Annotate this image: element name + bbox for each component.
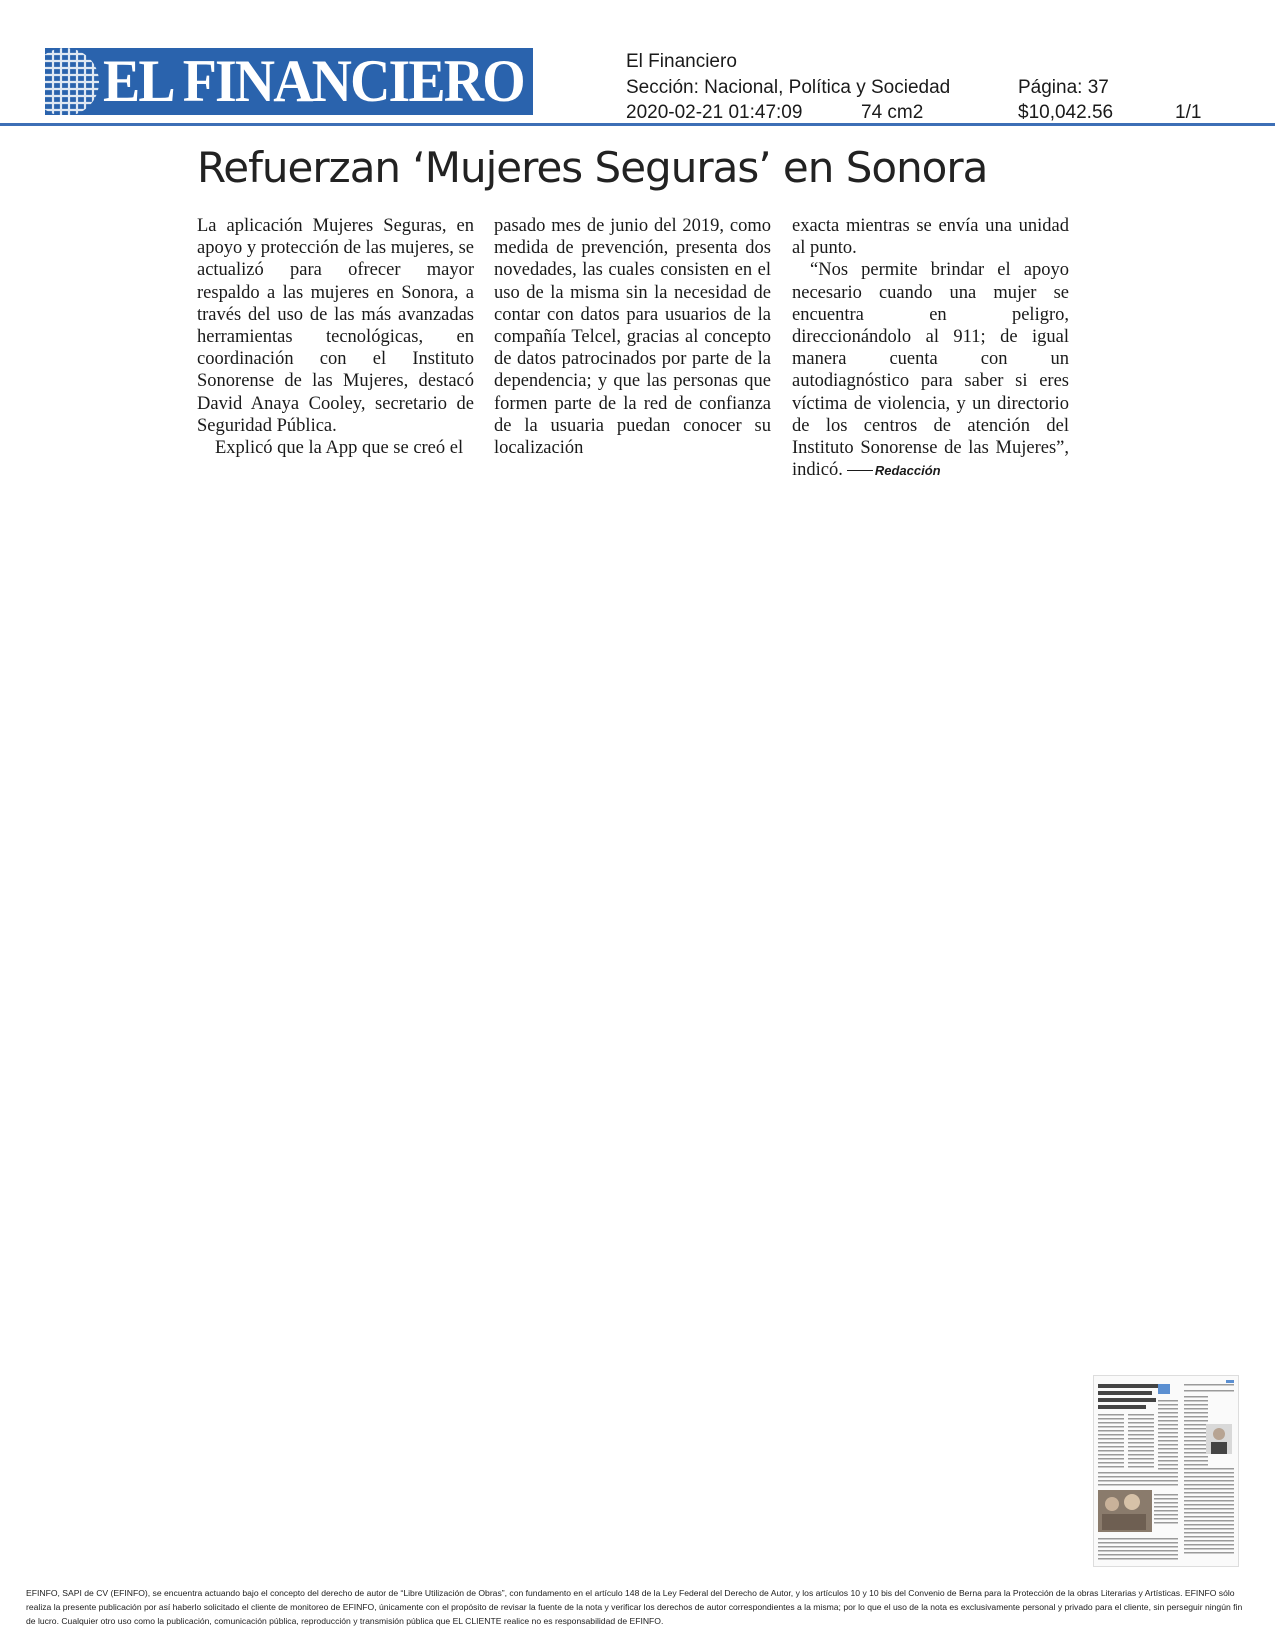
article-column-2 bbox=[494, 215, 771, 459]
page-count: 1/1 bbox=[1175, 102, 1202, 123]
publication-datetime: 2020-02-21 01:47:09 bbox=[626, 102, 803, 123]
publication-logo bbox=[45, 48, 533, 115]
article-paragraph-quote bbox=[792, 259, 1069, 482]
globe-icon bbox=[45, 48, 112, 115]
article-paragraph: La aplicación Mujeres Seguras, en apoyo y protección de las mujeres, se actualizó para ofrecer mayor respaldo a las mujeres en Sonora, a través del uso de las más avanzadas herramientas tecnológicas, en coordinación con el Instituto Sonorense de las Mujeres, destacó David Anaya Cooley, secretario de Seguridad Pública. bbox=[197, 216, 474, 436]
publication-name: El Financiero bbox=[626, 51, 737, 72]
disclaimer-text: EFINFO, SAPI de CV (EFINFO), se encuentra actuando bajo el concepto del derecho de autor de “Libre Utilización de Obras”, con fundamento en el artículo 148 de la Ley Federal del Derecho de Autor, y los artículos 10 y 10 bis del Convenio de Berna para la Protección de la obras Literarias y Artísticas. EFINFO sólo realiza la presente publicación por así haberlo solicitado el cliente de monitoreo de EFINFO, únicamente con el propósito de revisar la fuente de la nota y verificar los derechos de autor correspondientes a la misma; por lo que el uso de la nota es exclusivamente personal y privado para el cliente, sin perseguir ningún fin de lucro. Cualquier otro uso como la publicación, comunicación pública, reproducción y transmisión pública que EL CLIENTE realice no es responsabilidad de EFINFO. bbox=[26, 1588, 1243, 1626]
page-thumbnail bbox=[1093, 1375, 1239, 1567]
article-area: 74 cm2 bbox=[861, 102, 924, 123]
article-headline: Refuerzan ‘Mujeres Seguras’ en Sonora bbox=[197, 143, 988, 192]
byline-dash bbox=[847, 470, 873, 471]
page-number: Página: 37 bbox=[1018, 77, 1109, 98]
article-paragraph: pasado mes de junio del 2019, como medida de prevención, presenta dos novedades, las cuales consisten en el uso de la misma sin la necesidad de contar con datos para usuarios de la compañía Telcel, gracias al concepto de datos patrocinados por parte de la dependencia; y que las personas que formen parte de la red de confianza de la usuaria puedan conocer su localización bbox=[494, 216, 771, 459]
section-label: Sección: Nacional, Política y Sociedad bbox=[626, 77, 951, 98]
header-divider bbox=[0, 123, 1275, 126]
article-paragraph: exacta mientras se envía una unidad al punto. bbox=[792, 216, 1069, 259]
advertising-value: $10,042.56 bbox=[1018, 102, 1114, 123]
article-paragraph: Explicó que la App que se creó el bbox=[215, 438, 464, 459]
article-column-1 bbox=[197, 215, 474, 459]
legal-disclaimer bbox=[26, 1586, 1252, 1628]
article-byline: Redacción bbox=[874, 463, 941, 479]
quote-text: “Nos permite brindar el apoyo necesario cuando una mujer se encuentra en peligro, direccionándolo al 911; de igual manera cuenta con un autodiagnóstico para saber si eres víctima de violencia, y un directorio de los centros de atención del Instituto Sonorense de las Mujeres”, indicó. bbox=[792, 260, 1069, 481]
logo-wordmark: EL FINANCIERO bbox=[103, 48, 524, 114]
thumbnail-graphic bbox=[1094, 1376, 1238, 1566]
article-column-3 bbox=[792, 215, 1069, 482]
